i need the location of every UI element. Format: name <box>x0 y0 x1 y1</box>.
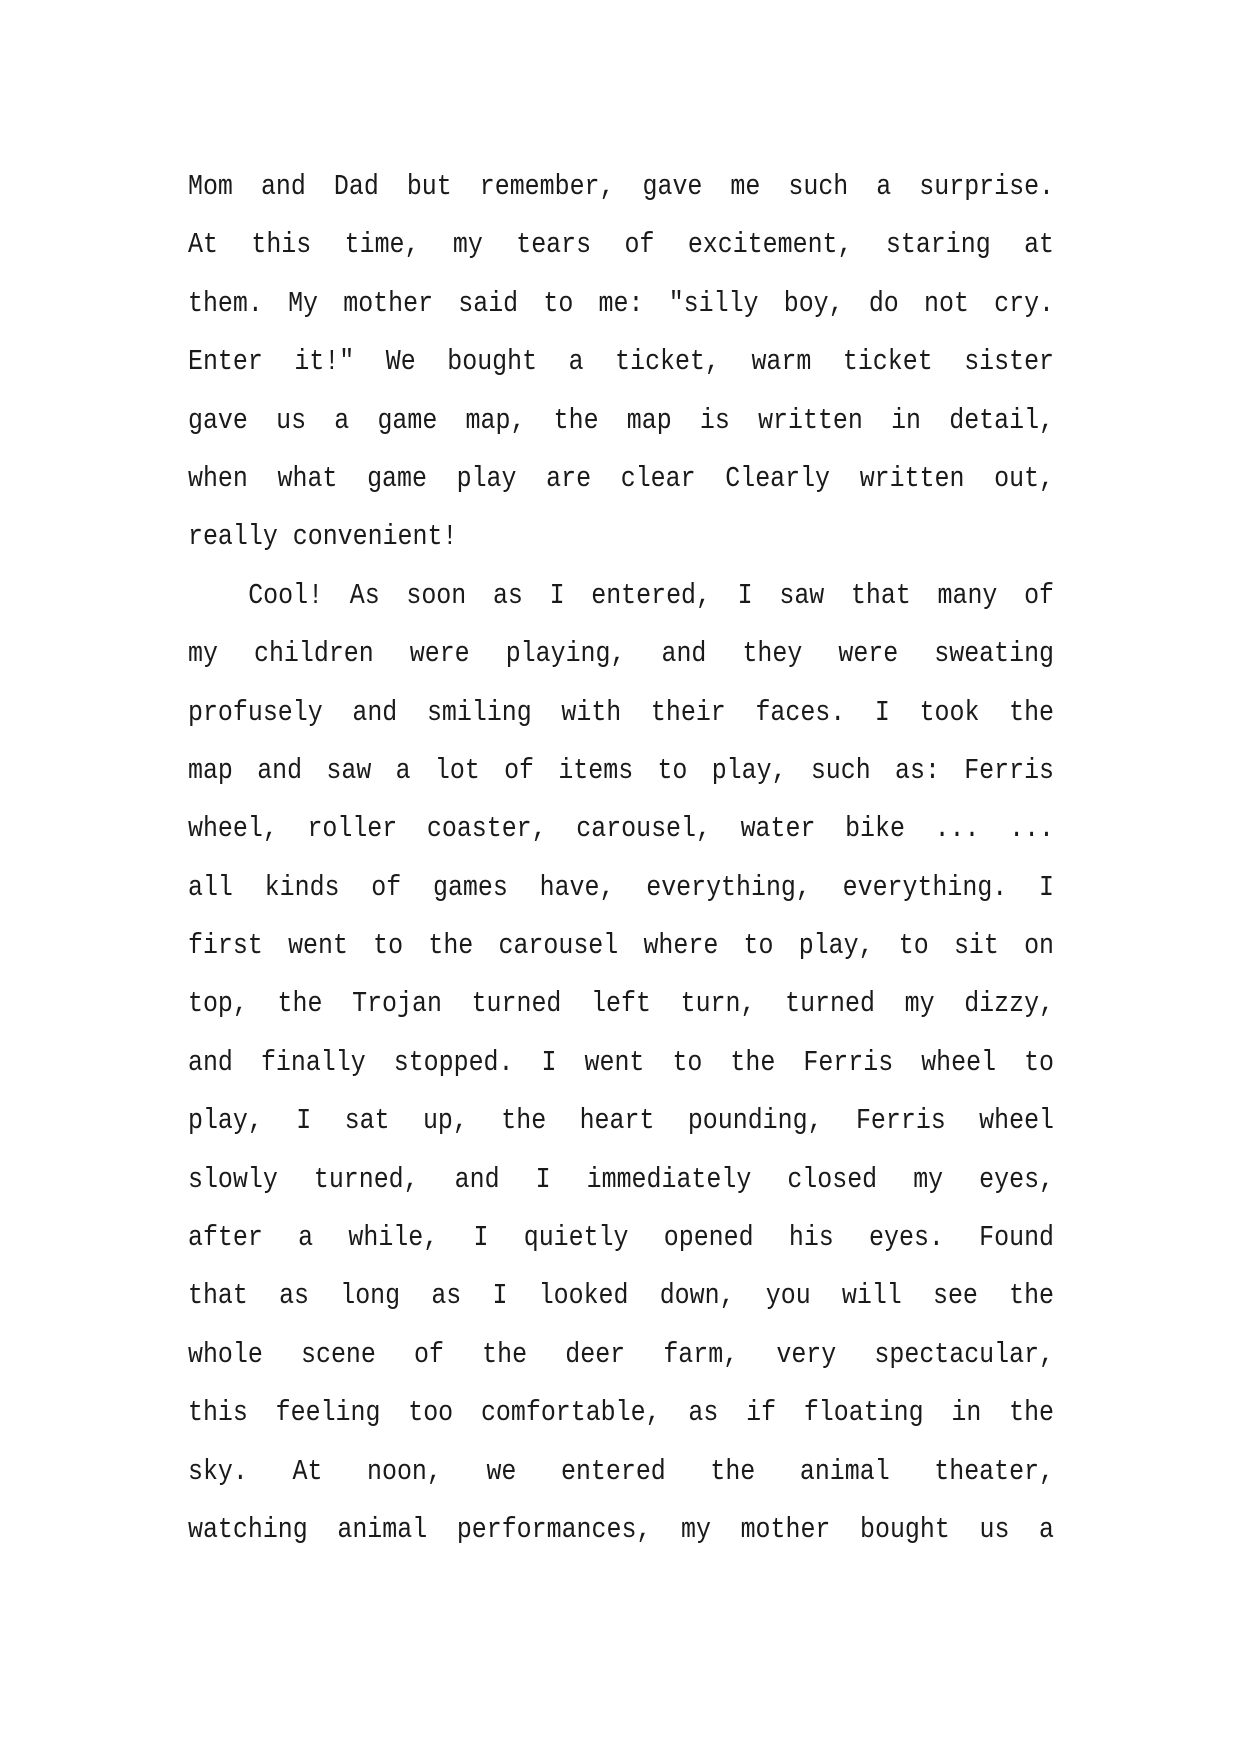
body-text <box>188 158 1054 1559</box>
text-line: Enter it!" We bought a ticket, warm ticket sister <box>188 345 1055 379</box>
text-line: after a while, I quietly opened his eyes. Found <box>188 1221 1055 1255</box>
text-line: wheel, roller coaster, carousel, water bike ... ... <box>188 812 1055 846</box>
text-line: top, the Trojan turned left turn, turned my dizzy, <box>188 987 1055 1021</box>
text-line: map and saw a lot of items to play, such as: Ferris <box>188 753 1055 787</box>
text-line: really convenient! <box>188 520 458 554</box>
text-line: gave us a game map, the map is written in detail, <box>188 403 1055 437</box>
text-line: them. My mother said to me: "silly boy, do not cry. <box>188 286 1055 320</box>
text-line: profusely and smiling with their faces. I took the <box>188 695 1055 729</box>
paragraph-1 <box>188 158 1054 567</box>
text-line: watching animal performances, my mother bought us a <box>188 1512 1055 1546</box>
text-line: my children were playing, and they were sweating <box>188 637 1055 671</box>
text-line: when what game play are clear Clearly written out, <box>188 461 1055 495</box>
paragraph-2 <box>188 567 1054 1560</box>
text-line: Mom and Dad but remember, gave me such a surprise. <box>188 170 1055 203</box>
text-line: play, I sat up, the heart pounding, Ferris wheel <box>188 1104 1055 1138</box>
text-line: slowly turned, and I immediately closed my eyes, <box>188 1162 1055 1196</box>
text-line: whole scene of the deer farm, very spectacular, <box>188 1337 1055 1371</box>
text-line: all kinds of games have, everything, everything. I <box>188 870 1055 904</box>
text-line: this feeling too comfortable, as if floating in the <box>188 1396 1055 1430</box>
text-line: At this time, my tears of excitement, staring at <box>188 228 1055 262</box>
text-line: first went to the carousel where to play, to sit on <box>188 929 1055 963</box>
text-line: that as long as I looked down, you will see the <box>188 1279 1055 1313</box>
text-line: sky. At noon, we entered the animal theater, <box>188 1454 1055 1488</box>
text-line: and finally stopped. I went to the Ferris wheel to <box>188 1045 1055 1079</box>
text-line: Cool! As soon as I entered, I saw that many of <box>248 578 1055 612</box>
